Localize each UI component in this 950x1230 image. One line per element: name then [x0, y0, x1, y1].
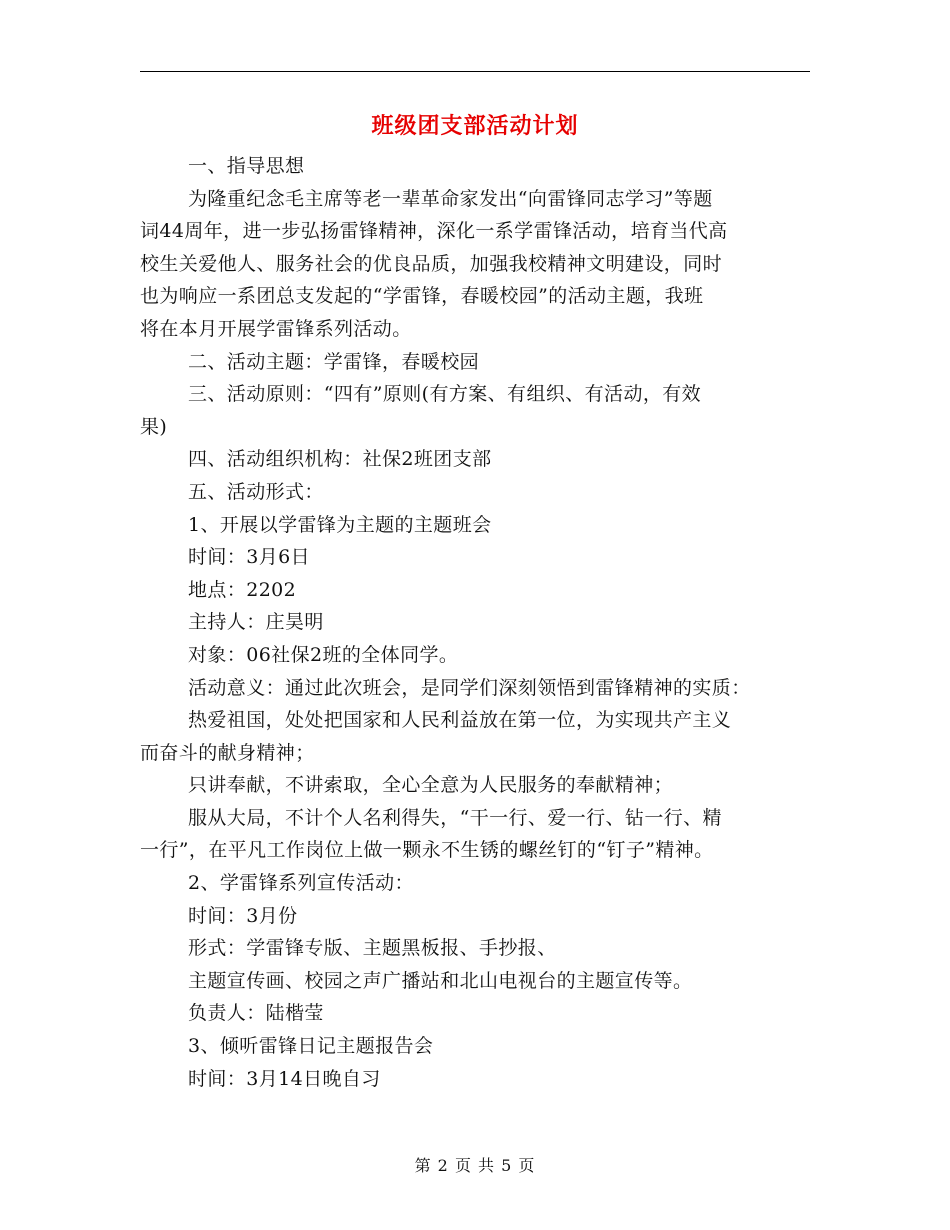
- body-line: 主题宣传画、校园之声广播站和北山电视台的主题宣传等。: [188, 969, 693, 992]
- body-line: 为隆重纪念毛主席等老一辈革命家发出“向雷锋同志学习”等题: [188, 187, 713, 210]
- body-line: 也为响应一系团总支发起的“学雷锋，春暖校园”的活动主题，我班: [140, 285, 704, 308]
- document-title: 班级团支部活动计划: [371, 113, 579, 139]
- page-footer: 第 2 页 共 5 页: [414, 1156, 536, 1175]
- body-line: 热爱祖国，处处把国家和人民利益放在第一位，为实现共产主义: [188, 709, 732, 732]
- body-line: 形式：学雷锋专版、主题黑板报、手抄报、: [188, 937, 557, 960]
- body-line: 一、指导思想: [188, 155, 305, 177]
- body-line: 二、活动主题：学雷锋，春暖校园: [188, 350, 480, 373]
- body-line: 地点：2202: [188, 578, 297, 601]
- body-line: 三、活动原则：“四有”原则(有方案、有组织、有活动，有效: [188, 383, 702, 406]
- body-line: 一行”，在平凡工作岗位上做一颗永不生锈的螺丝钉的“钉子”精神。: [140, 839, 714, 862]
- body-line: 主持人：庄昊明: [188, 611, 324, 634]
- body-line: 只讲奉献，不讲索取，全心全意为人民服务的奉献精神；: [188, 774, 674, 797]
- body-line: 对象：06社保2班的全体同学。: [188, 643, 459, 666]
- body-line: 校生关爱他人、服务社会的优良品质，加强我校精神文明建设，同时: [140, 252, 723, 275]
- body-line: 果): [140, 415, 168, 438]
- body-line: 时间：3月份: [188, 904, 298, 927]
- body-line: 词44周年，进一步弘扬雷锋精神，深化一系学雷锋活动，培育当代高: [140, 220, 728, 243]
- body-line: 1、开展以学雷锋为主题的主题班会: [188, 513, 492, 536]
- body-line: 时间：3月6日: [188, 546, 310, 569]
- body-line: 3、倾听雷锋日记主题报告会: [188, 1035, 434, 1058]
- body-line: 四、活动组织机构：社保2班团支部: [188, 448, 492, 471]
- body-line: 服从大局，不计个人名利得失，“干一行、爱一行、钻一行、精: [188, 806, 722, 829]
- body-line: 负责人：陆楷莹: [188, 1002, 324, 1025]
- body-line: 2、学雷锋系列宣传活动：: [188, 872, 414, 895]
- body-line: 时间：3月14日晚自习: [188, 1067, 381, 1090]
- body-line: 五、活动形式：: [188, 480, 324, 503]
- document-body: [140, 150, 810, 1095]
- body-line: 活动意义：通过此次班会，是同学们深刻领悟到雷锋精神的实质：: [188, 676, 751, 699]
- body-line: 而奋斗的献身精神；: [140, 741, 315, 764]
- header-rule: [140, 71, 810, 72]
- body-line: 将在本月开展学雷锋系列活动。: [140, 317, 412, 340]
